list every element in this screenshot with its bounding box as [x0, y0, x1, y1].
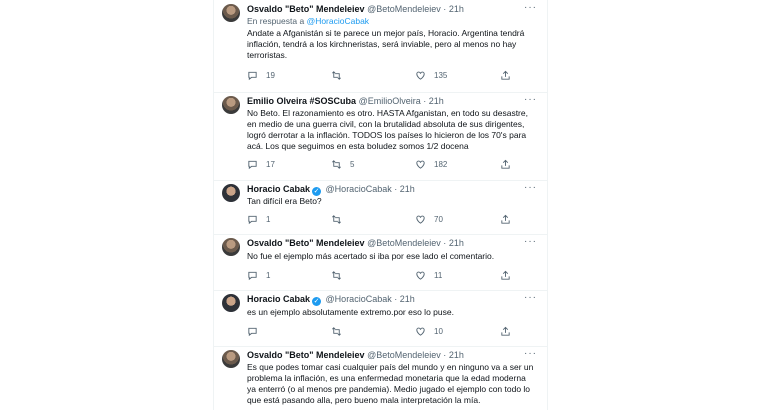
- retweet-button[interactable]: [331, 159, 354, 170]
- like-count: 10: [434, 327, 443, 336]
- reply-button[interactable]: [247, 214, 270, 225]
- tweet-text: No Beto. El razonamiento es otro. HASTA Afganistan, en todo su desastre, en medio de una guerra civil, con la brutalidad absoluta de sus dirigentes, logró derrotar a la inflación. TODOS los países lo hicieron de los 70's para acá. Los que seguimos en esta boludez somos 1/2 docena: [247, 108, 528, 151]
- like-button[interactable]: [415, 70, 447, 81]
- tweet-header: [247, 4, 464, 15]
- more-options-icon[interactable]: ···: [524, 2, 537, 13]
- reply-icon: [247, 270, 258, 281]
- separator-dot: ·: [443, 4, 447, 14]
- like-button[interactable]: [415, 270, 442, 281]
- author-handle[interactable]: @HoracioCabak: [325, 294, 392, 304]
- avatar[interactable]: [222, 294, 240, 312]
- author-handle[interactable]: @BetoMendeleiev: [367, 4, 441, 14]
- reply-prefix: En respuesta a: [247, 16, 305, 26]
- reply-count: 1: [266, 215, 271, 224]
- author-handle[interactable]: @EmilioOlveira: [358, 96, 421, 106]
- reply-count: 17: [266, 160, 275, 169]
- tweet-actions: [247, 159, 522, 171]
- tweet-header: [247, 96, 444, 107]
- tweet-text: Es que podes tomar casi cualquier país del mundo y en ninguno va a ser un problema la inflación, es una enfermedad monetaria que la edad moderna ya enterró (o al menos pre pandemia). Medio jugado el ejemplo con todo lo que está pasando alla, pero bueno mala interpretación la mía.: [247, 362, 534, 405]
- tweet[interactable]: [214, 0, 547, 93]
- separator-dot: ·: [443, 350, 447, 360]
- author-name[interactable]: Osvaldo "Beto" Mendeleiev: [247, 350, 365, 360]
- tweet-time[interactable]: 21h: [448, 238, 464, 248]
- author-handle[interactable]: @BetoMendeleiev: [367, 350, 441, 360]
- avatar[interactable]: [222, 350, 240, 368]
- author-handle[interactable]: @HoracioCabak: [325, 184, 392, 194]
- tweet-header: [247, 294, 415, 306]
- reply-context: [247, 16, 369, 26]
- author-name[interactable]: Horacio Cabak: [247, 294, 311, 304]
- tweet-header: [247, 350, 464, 361]
- share-button[interactable]: [500, 270, 511, 281]
- author-name[interactable]: Osvaldo "Beto" Mendeleiev: [247, 4, 365, 14]
- tweet[interactable]: [214, 290, 547, 347]
- heart-icon: [415, 70, 426, 81]
- reply-to-link[interactable]: @HoracioCabak: [306, 16, 370, 26]
- retweet-icon: [331, 159, 342, 170]
- reply-button[interactable]: [247, 270, 270, 281]
- verified-badge-icon: ✓: [313, 188, 320, 195]
- tweet-time[interactable]: 21h: [448, 4, 464, 14]
- separator-dot: ·: [443, 238, 447, 248]
- tweet-actions: [247, 70, 522, 82]
- like-count: 70: [434, 215, 443, 224]
- author-handle[interactable]: @BetoMendeleiev: [367, 238, 441, 248]
- heart-icon: [415, 159, 426, 170]
- heart-icon: [415, 326, 426, 337]
- retweet-icon: [331, 214, 342, 225]
- avatar[interactable]: [222, 238, 240, 256]
- retweet-button[interactable]: [331, 326, 350, 337]
- share-button[interactable]: [500, 159, 511, 170]
- tweet-time[interactable]: 21h: [448, 350, 464, 360]
- reply-count: 1: [266, 271, 271, 280]
- avatar[interactable]: [222, 184, 240, 202]
- tweet-time[interactable]: 21h: [399, 294, 415, 304]
- author-name[interactable]: Horacio Cabak: [247, 184, 311, 194]
- retweet-button[interactable]: [331, 70, 350, 81]
- tweet-actions: [247, 214, 522, 226]
- tweet-time[interactable]: 21h: [399, 184, 415, 194]
- separator-dot: ·: [394, 294, 398, 304]
- tweet-actions: [247, 326, 522, 338]
- retweet-icon: [331, 270, 342, 281]
- separator-dot: ·: [423, 96, 427, 106]
- tweet-text: Andate a Afganistán si te parece un mejor país, Horacio. Argentina tendrá inflación, tendrá a los kirchneristas, será inviable, pero al menos no hay terroristas.: [247, 28, 525, 60]
- heart-icon: [415, 270, 426, 281]
- tweet-text: No fue el ejemplo más acertado si iba por ese lado el comentario.: [247, 251, 495, 261]
- like-count: 135: [434, 71, 448, 80]
- share-icon: [500, 326, 511, 337]
- verified-badge-icon: ✓: [313, 298, 320, 305]
- retweet-button[interactable]: [331, 214, 350, 225]
- heart-icon: [415, 214, 426, 225]
- share-icon: [500, 270, 511, 281]
- retweet-icon: [331, 70, 342, 81]
- tweet-time[interactable]: 21h: [428, 96, 444, 106]
- tweet-text: es un ejemplo absolutamente extremo.por eso lo puse.: [247, 307, 454, 317]
- more-options-icon[interactable]: ···: [524, 236, 537, 247]
- like-count: 182: [434, 160, 448, 169]
- like-count: 11: [434, 271, 443, 280]
- reply-count: 19: [266, 71, 275, 80]
- more-options-icon[interactable]: ···: [524, 182, 537, 193]
- more-options-icon[interactable]: ···: [524, 348, 537, 359]
- retweet-count: 5: [350, 160, 355, 169]
- reply-button[interactable]: [247, 159, 275, 170]
- reply-button[interactable]: [247, 326, 266, 337]
- tweet-header: [247, 184, 415, 196]
- share-button[interactable]: [500, 326, 511, 337]
- tweet[interactable]: [214, 180, 547, 235]
- reply-icon: [247, 326, 258, 337]
- tweet-actions: [247, 270, 522, 282]
- tweet[interactable]: [214, 92, 547, 181]
- like-button[interactable]: [415, 214, 443, 225]
- separator-dot: ·: [394, 184, 398, 194]
- tweet-text: Tan difícil era Beto?: [247, 196, 322, 206]
- more-options-icon[interactable]: ···: [524, 292, 537, 303]
- reply-button[interactable]: [247, 70, 275, 81]
- share-icon: [500, 70, 511, 81]
- tweet[interactable]: [214, 234, 547, 291]
- avatar[interactable]: [222, 4, 240, 22]
- tweet-column: [213, 0, 548, 410]
- retweet-button[interactable]: [331, 270, 350, 281]
- like-button[interactable]: [415, 326, 443, 337]
- retweet-icon: [331, 326, 342, 337]
- share-icon: [500, 214, 511, 225]
- reply-icon: [247, 159, 258, 170]
- share-icon: [500, 159, 511, 170]
- like-button[interactable]: [415, 159, 447, 170]
- avatar[interactable]: [222, 96, 240, 114]
- reply-icon: [247, 214, 258, 225]
- reply-icon: [247, 70, 258, 81]
- tweet-header: [247, 238, 464, 249]
- share-button[interactable]: [500, 214, 511, 225]
- tweet[interactable]: [214, 346, 547, 410]
- more-options-icon[interactable]: ···: [524, 94, 537, 105]
- author-name[interactable]: Osvaldo "Beto" Mendeleiev: [247, 238, 365, 248]
- author-name[interactable]: Emilio Olveira #SOSCuba: [247, 96, 357, 106]
- share-button[interactable]: [500, 70, 511, 81]
